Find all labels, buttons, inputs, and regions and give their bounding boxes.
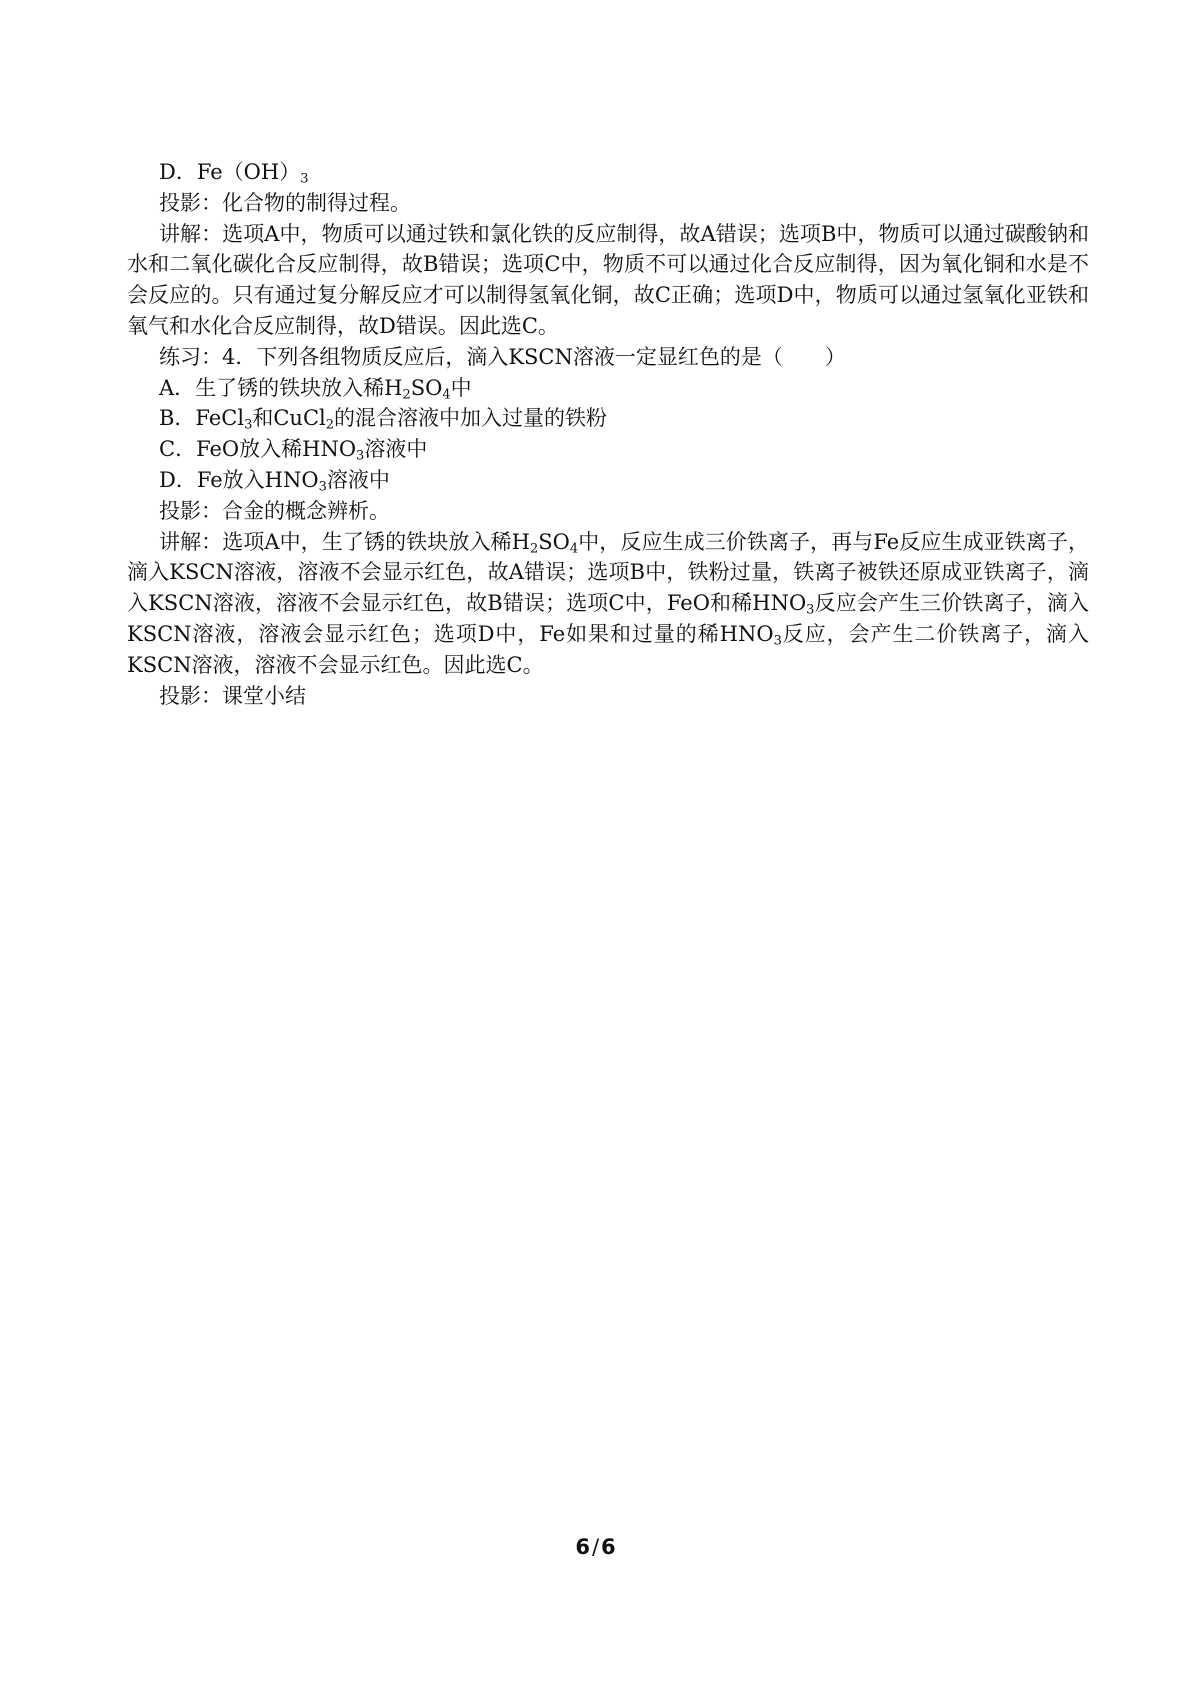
text-run: A．生了锈的铁块放入稀H	[159, 375, 403, 400]
page-body	[127, 157, 1089, 711]
text-run: 溶液中	[364, 437, 428, 462]
explanation-paragraph: 讲解：选项A中，物质可以通过铁和氯化铁的反应制得，故A错误；选项B中，物质可以通过碳酸钠和水和二氧化碳化合反应制得，故B错误；选项C中，物质不可以通过化合反应制得，因为氧化铜和水是不会反应的。只有通过复分解反应才可以制得氢氧化铜，故C正确；选项D中，物质可以通过氢氧化亚铁和氧气和水化合反应制得，故D错误。因此选C。	[127, 221, 1089, 338]
subscript: 3	[244, 417, 253, 433]
page-separator: /	[591, 1535, 600, 1559]
subscript: 3	[356, 448, 365, 464]
text-run: 讲解：选项A中，生了锈的铁块放入稀H	[159, 529, 530, 554]
explanation-paragraph	[127, 527, 1089, 681]
subscript: 3	[300, 171, 309, 187]
subscript: 2	[529, 540, 539, 556]
page-current: 6	[575, 1535, 590, 1559]
text-run: 反应会产生三价铁离子，滴入KSCN溶液，溶液会显示红色；选项D中，Fe如果和过量的稀HNO	[127, 591, 1089, 646]
text-run: D．Fe放入HNO	[159, 467, 319, 492]
subscript: 3	[806, 602, 815, 618]
subscript: 3	[773, 633, 782, 649]
option-b-line	[127, 403, 1089, 434]
projection-line: 投影：课堂小结	[159, 683, 306, 708]
text-run: SO	[410, 375, 443, 400]
option-c-line	[127, 434, 1089, 465]
text-run: 和CuCl	[252, 406, 326, 431]
option-d2-line	[127, 465, 1089, 496]
projection-line: 投影：合金的概念辨析。	[159, 498, 390, 523]
text-run: 的混合溶液中加入过量的铁粉	[334, 406, 608, 431]
subscript: 4	[442, 386, 451, 402]
text-run: B．FeCl	[159, 406, 245, 431]
option-a-line	[127, 373, 1089, 404]
option-d-line	[127, 157, 1089, 188]
text-run: C．FeO放入稀HNO	[159, 437, 357, 462]
subscript: 2	[402, 386, 411, 402]
page-number	[0, 1535, 1191, 1559]
subscript: 2	[325, 417, 335, 433]
subscript: 3	[318, 479, 327, 495]
text-run: 中，反应生成三价铁离子，再与Fe反应生成亚铁离子，滴入KSCN溶液，溶液不会显示红色，故A错误；选项B中，铁粉过量，铁离子被铁还原成亚铁离子，滴入KSCN溶液，溶液不会显示红色，故B错误；选项C中，FeO和稀HNO	[127, 529, 1089, 616]
exercise-question: 练习：4．下列各组物质反应后，滴入KSCN溶液一定显红色的是（ ）	[159, 344, 846, 369]
projection-line: 投影：化合物的制得过程。	[159, 190, 411, 215]
page-total: 6	[601, 1535, 616, 1559]
text-run: 反应，会产生二价铁离子，滴入KSCN溶液，溶液不会显示红色。因此选C。	[127, 621, 1090, 677]
text-run: 中	[450, 375, 472, 400]
text-run: 溶液中	[326, 467, 390, 492]
text-run: SO	[538, 529, 570, 554]
option-d-text: D．Fe（OH）	[159, 160, 301, 184]
subscript: 4	[569, 540, 579, 556]
